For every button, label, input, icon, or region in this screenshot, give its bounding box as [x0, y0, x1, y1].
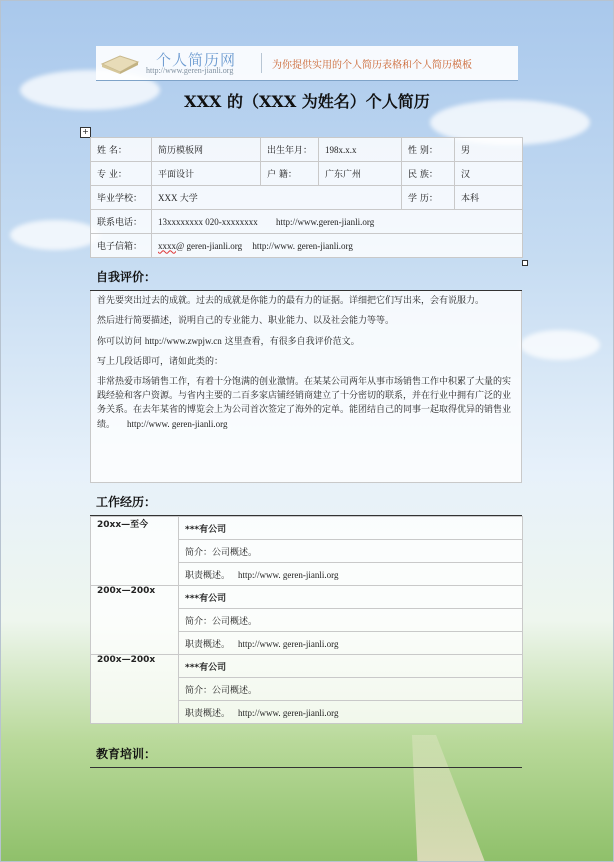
- work-period: 200x—200x: [91, 586, 179, 655]
- book-logo-icon: [100, 50, 140, 74]
- page-title: XXX 的（XXX 为姓名）个人简历: [184, 92, 430, 111]
- work-heading: 工作经历：: [96, 495, 157, 509]
- self-eval-p1: 首先要突出过去的成就。过去的成就是你能力的最有力的证据。详细把它们写出来，会有说服力。: [97, 296, 485, 306]
- education-heading: 教育培训：: [96, 747, 157, 761]
- personal-info-table: [90, 137, 523, 258]
- table-row: [91, 186, 523, 210]
- zwpjw-link[interactable]: http://www.zwpjw.cn: [144, 335, 222, 346]
- name-label: 姓 名：: [91, 138, 152, 162]
- email-url-link[interactable]: http://www. geren-jianli.org: [252, 240, 353, 251]
- phone-label: 联系电话：: [91, 210, 152, 234]
- email-label: 电子信箱：: [91, 234, 152, 258]
- edu-label: 学 历：: [402, 186, 455, 210]
- phone-url-link[interactable]: http://www.geren-jianli.org: [276, 216, 375, 227]
- self-eval-p2: 然后进行简要描述，说明自己的专业能力、职业能力、以及社会能力等等。: [97, 315, 395, 326]
- birth-value: 198x.x.x: [319, 138, 402, 162]
- brand-name: 个人简历网: [156, 51, 237, 69]
- self-eval-p3: [97, 335, 515, 350]
- table-row: [91, 517, 523, 540]
- email-user: xxxx: [158, 240, 176, 251]
- work-history-table: [90, 516, 523, 724]
- p5-url-link[interactable]: http://www. geren-jianli.org: [127, 418, 228, 429]
- site-banner: [96, 46, 518, 81]
- self-eval-heading: 自我评价：: [96, 270, 157, 284]
- school-value: XXX 大学: [152, 186, 402, 210]
- work-period: 20xx—至今: [91, 517, 179, 586]
- gender-label: 性 别：: [402, 138, 455, 162]
- edu-value: 本科: [455, 186, 523, 210]
- section-rule: [90, 767, 522, 768]
- table-row: [91, 210, 523, 234]
- p3-pre: 你可以访问: [97, 336, 145, 347]
- work-url-link[interactable]: http://www. geren-jianli.org: [238, 569, 339, 580]
- work-url-link[interactable]: http://www. geren-jianli.org: [238, 707, 339, 718]
- work-duty: 职责概述。: [185, 570, 231, 581]
- work-duty-cell: [179, 563, 523, 586]
- phone-value: 13xxxxxxxx 020-xxxxxxxx: [158, 216, 258, 227]
- work-url-link[interactable]: http://www. geren-jianli.org: [238, 638, 339, 649]
- name-value: 简历模板网: [152, 138, 261, 162]
- table-resize-handle-icon[interactable]: [522, 260, 528, 266]
- ethnic-label: 民 族：: [402, 162, 455, 186]
- work-intro: 简介：公司概述。: [179, 609, 523, 632]
- major-label: 专 业：: [91, 162, 152, 186]
- work-duty-cell: [179, 701, 523, 724]
- gender-value: 男: [455, 138, 523, 162]
- p5-text: 非常热爱市场销售工作，有着十分饱满的创业激情。在某某公司两年从事市场销售工作中积累了大量的实践经验和客户资源。与省内主要的二百多家店铺经销商建立了十分密切的联系，并在行业中拥有广泛的业务关系。在去年某省的博览会上为公司首次签定了海外的定单。能团结自己的同事一起取得优异的销售业绩。: [97, 376, 512, 430]
- table-row: [91, 162, 523, 186]
- work-duty-cell: [179, 632, 523, 655]
- brand-url[interactable]: http://www.geren-jianli.org: [146, 66, 234, 75]
- work-intro: 简介：公司概述。: [179, 678, 523, 701]
- work-company: ***有公司: [179, 517, 523, 540]
- table-row: [91, 234, 523, 258]
- ethnic-value: 汉: [455, 162, 523, 186]
- work-period: 200x—200x: [91, 655, 179, 724]
- huji-label: 户 籍：: [261, 162, 319, 186]
- work-company: ***有公司: [179, 586, 523, 609]
- banner-divider: [261, 53, 262, 73]
- self-eval-box: [90, 291, 522, 483]
- table-move-handle-icon[interactable]: +: [80, 127, 91, 138]
- work-duty: 职责概述。: [185, 639, 231, 650]
- self-eval-p5: [97, 376, 515, 433]
- table-row: [91, 655, 523, 678]
- brand-slogan: 为你提供实用的个人简历表格和个人简历模板: [272, 60, 472, 71]
- email-cell: [152, 234, 523, 258]
- p3-post: 这里查看，有很多自我评价范文。: [221, 336, 360, 347]
- birth-label: 出生年月：: [261, 138, 319, 162]
- table-row: [91, 138, 523, 162]
- phone-cell: [152, 210, 523, 234]
- work-company: ***有公司: [179, 655, 523, 678]
- huji-value: 广东广州: [319, 162, 402, 186]
- email-domain: @ geren-jianli.org: [176, 240, 243, 251]
- major-value: 平面设计: [152, 162, 261, 186]
- school-label: 毕业学校：: [91, 186, 152, 210]
- self-eval-p4: 写上几段话即可，诸如此类的：: [97, 356, 224, 367]
- work-intro: 简介：公司概述。: [179, 540, 523, 563]
- work-duty: 职责概述。: [185, 708, 231, 719]
- table-row: [91, 586, 523, 609]
